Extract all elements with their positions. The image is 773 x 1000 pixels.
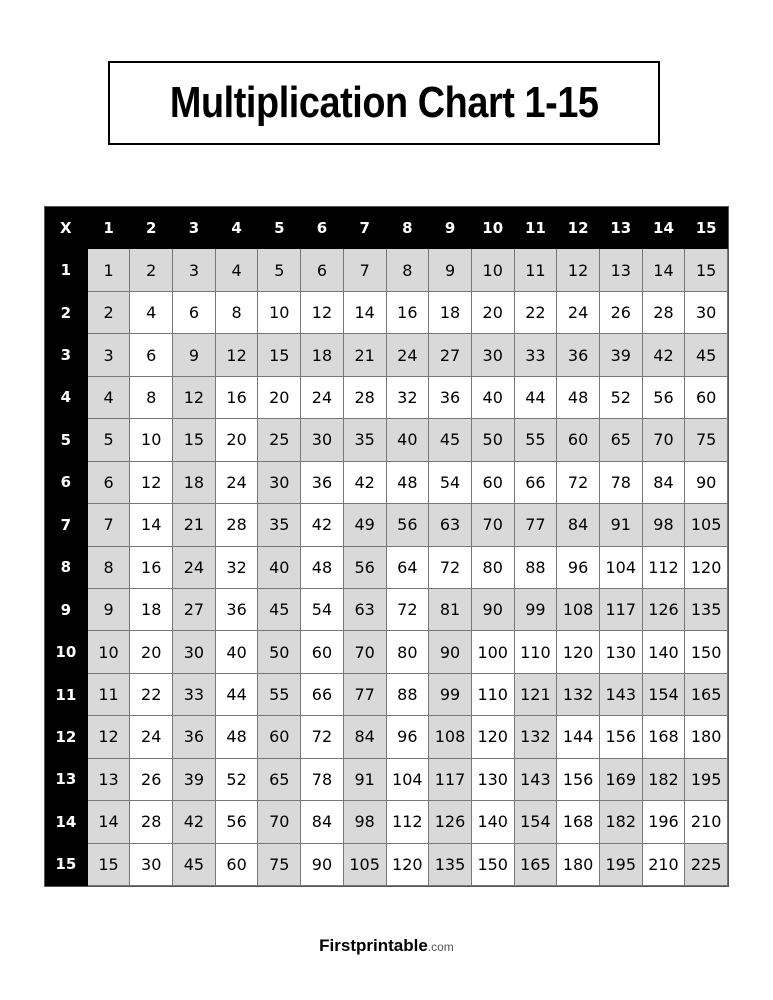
product-cell: 72 [387,589,430,631]
product-cell: 28 [344,377,387,419]
product-cell: 30 [472,334,515,376]
product-cell: 9 [173,334,216,376]
product-cell: 195 [685,759,728,801]
product-cell: 36 [557,334,600,376]
product-cell: 12 [88,716,131,758]
product-cell: 22 [515,292,558,334]
product-cell: 88 [387,674,430,716]
product-cell: 132 [557,674,600,716]
column-header: 10 [472,207,515,249]
product-cell: 88 [515,547,558,589]
product-cell: 130 [472,759,515,801]
product-cell: 90 [429,631,472,673]
product-cell: 99 [515,589,558,631]
product-cell: 154 [515,801,558,843]
product-cell: 65 [258,759,301,801]
product-cell: 42 [301,504,344,546]
product-cell: 132 [515,716,558,758]
product-cell: 24 [387,334,430,376]
product-cell: 8 [387,249,430,291]
product-cell: 48 [301,547,344,589]
row-header: 7 [45,504,88,546]
product-cell: 90 [301,844,344,886]
product-cell: 20 [216,419,259,461]
product-cell: 60 [301,631,344,673]
product-cell: 55 [515,419,558,461]
product-cell: 24 [301,377,344,419]
product-cell: 80 [387,631,430,673]
product-cell: 91 [600,504,643,546]
product-cell: 16 [216,377,259,419]
product-cell: 27 [429,334,472,376]
product-cell: 36 [301,462,344,504]
product-cell: 98 [344,801,387,843]
product-cell: 42 [643,334,686,376]
product-cell: 66 [301,674,344,716]
product-cell: 14 [643,249,686,291]
footer-domain: .com [427,940,454,954]
product-cell: 120 [472,716,515,758]
column-header: 5 [258,207,301,249]
product-cell: 5 [88,419,131,461]
product-cell: 22 [130,674,173,716]
row-header: 5 [45,419,88,461]
column-header: 6 [301,207,344,249]
product-cell: 44 [216,674,259,716]
product-cell: 10 [258,292,301,334]
row-header: 4 [45,377,88,419]
product-cell: 16 [387,292,430,334]
product-cell: 110 [515,631,558,673]
product-cell: 18 [429,292,472,334]
product-cell: 14 [88,801,131,843]
product-cell: 54 [301,589,344,631]
product-cell: 56 [387,504,430,546]
product-cell: 72 [557,462,600,504]
product-cell: 3 [88,334,131,376]
product-cell: 26 [130,759,173,801]
product-cell: 24 [216,462,259,504]
product-cell: 54 [429,462,472,504]
product-cell: 168 [557,801,600,843]
product-cell: 196 [643,801,686,843]
product-cell: 42 [344,462,387,504]
product-cell: 90 [472,589,515,631]
product-cell: 56 [643,377,686,419]
product-cell: 60 [472,462,515,504]
product-cell: 195 [600,844,643,886]
product-cell: 45 [685,334,728,376]
product-cell: 24 [557,292,600,334]
product-cell: 60 [557,419,600,461]
product-cell: 91 [344,759,387,801]
product-cell: 6 [301,249,344,291]
row-header: 9 [45,589,88,631]
footer-brand: Firstprintable [319,936,428,955]
product-cell: 108 [557,589,600,631]
product-cell: 33 [515,334,558,376]
product-cell: 16 [130,547,173,589]
product-cell: 104 [600,547,643,589]
product-cell: 84 [557,504,600,546]
product-cell: 15 [88,844,131,886]
product-cell: 30 [173,631,216,673]
product-cell: 120 [557,631,600,673]
column-header: 8 [387,207,430,249]
product-cell: 44 [515,377,558,419]
product-cell: 30 [130,844,173,886]
product-cell: 4 [130,292,173,334]
row-header: 1 [45,249,88,291]
product-cell: 30 [301,419,344,461]
product-cell: 24 [173,547,216,589]
product-cell: 50 [258,631,301,673]
product-cell: 70 [344,631,387,673]
product-cell: 80 [472,547,515,589]
product-cell: 169 [600,759,643,801]
product-cell: 96 [387,716,430,758]
product-cell: 6 [130,334,173,376]
product-cell: 126 [429,801,472,843]
product-cell: 110 [472,674,515,716]
product-cell: 130 [600,631,643,673]
product-cell: 63 [429,504,472,546]
product-cell: 50 [472,419,515,461]
product-cell: 182 [643,759,686,801]
product-cell: 11 [515,249,558,291]
product-cell: 35 [344,419,387,461]
product-cell: 135 [685,589,728,631]
product-cell: 121 [515,674,558,716]
product-cell: 36 [429,377,472,419]
product-cell: 4 [88,377,131,419]
product-cell: 78 [301,759,344,801]
product-cell: 40 [472,377,515,419]
product-cell: 20 [130,631,173,673]
product-cell: 2 [130,249,173,291]
product-cell: 117 [600,589,643,631]
product-cell: 18 [173,462,216,504]
product-cell: 156 [557,759,600,801]
product-cell: 9 [429,249,472,291]
product-cell: 77 [344,674,387,716]
page-title: Multiplication Chart 1-15 [169,78,599,127]
column-header: 7 [344,207,387,249]
product-cell: 72 [301,716,344,758]
product-cell: 210 [685,801,728,843]
title-box [108,61,660,145]
product-cell: 39 [173,759,216,801]
product-cell: 84 [301,801,344,843]
product-cell: 20 [258,377,301,419]
product-cell: 144 [557,716,600,758]
product-cell: 6 [173,292,216,334]
product-cell: 20 [472,292,515,334]
column-header: 3 [173,207,216,249]
product-cell: 11 [88,674,131,716]
product-cell: 13 [88,759,131,801]
product-cell: 48 [557,377,600,419]
product-cell: 24 [130,716,173,758]
product-cell: 99 [429,674,472,716]
product-cell: 7 [344,249,387,291]
product-cell: 60 [685,377,728,419]
product-cell: 112 [387,801,430,843]
product-cell: 154 [643,674,686,716]
product-cell: 48 [387,462,430,504]
product-cell: 56 [344,547,387,589]
row-header: 13 [45,759,88,801]
product-cell: 96 [557,547,600,589]
product-cell: 12 [557,249,600,291]
product-cell: 10 [130,419,173,461]
product-cell: 72 [429,547,472,589]
product-cell: 105 [344,844,387,886]
column-header: 15 [685,207,728,249]
product-cell: 84 [643,462,686,504]
product-cell: 77 [515,504,558,546]
product-cell: 56 [216,801,259,843]
product-cell: 120 [685,547,728,589]
product-cell: 180 [685,716,728,758]
product-cell: 25 [258,419,301,461]
row-header: 10 [45,631,88,673]
product-cell: 45 [258,589,301,631]
product-cell: 140 [472,801,515,843]
product-cell: 28 [643,292,686,334]
product-cell: 64 [387,547,430,589]
product-cell: 30 [258,462,301,504]
product-cell: 84 [344,716,387,758]
product-cell: 112 [643,547,686,589]
column-header: 14 [643,207,686,249]
product-cell: 4 [216,249,259,291]
row-header: 6 [45,462,88,504]
product-cell: 15 [173,419,216,461]
product-cell: 3 [173,249,216,291]
product-cell: 168 [643,716,686,758]
product-cell: 30 [685,292,728,334]
multiplication-grid [44,206,729,887]
product-cell: 52 [600,377,643,419]
product-cell: 63 [344,589,387,631]
product-cell: 52 [216,759,259,801]
product-cell: 165 [515,844,558,886]
product-cell: 27 [173,589,216,631]
product-cell: 14 [344,292,387,334]
product-cell: 12 [130,462,173,504]
product-cell: 90 [685,462,728,504]
product-cell: 81 [429,589,472,631]
column-header: 12 [557,207,600,249]
row-header: 14 [45,801,88,843]
product-cell: 156 [600,716,643,758]
product-cell: 13 [600,249,643,291]
product-cell: 32 [216,547,259,589]
product-cell: 21 [173,504,216,546]
product-cell: 8 [216,292,259,334]
product-cell: 60 [258,716,301,758]
product-cell: 143 [600,674,643,716]
product-cell: 135 [429,844,472,886]
product-cell: 100 [472,631,515,673]
product-cell: 55 [258,674,301,716]
product-cell: 182 [600,801,643,843]
product-cell: 45 [429,419,472,461]
product-cell: 26 [600,292,643,334]
row-header: 2 [45,292,88,334]
column-header: 1 [88,207,131,249]
product-cell: 70 [258,801,301,843]
product-cell: 12 [301,292,344,334]
product-cell: 28 [130,801,173,843]
product-cell: 21 [344,334,387,376]
product-cell: 9 [88,589,131,631]
product-cell: 45 [173,844,216,886]
product-cell: 40 [258,547,301,589]
product-cell: 15 [685,249,728,291]
column-header: 4 [216,207,259,249]
corner-label: X [45,207,88,249]
product-cell: 140 [643,631,686,673]
product-cell: 150 [472,844,515,886]
product-cell: 14 [130,504,173,546]
product-cell: 165 [685,674,728,716]
product-cell: 104 [387,759,430,801]
row-header: 12 [45,716,88,758]
product-cell: 210 [643,844,686,886]
product-cell: 18 [301,334,344,376]
product-cell: 10 [472,249,515,291]
product-cell: 36 [173,716,216,758]
row-header: 3 [45,334,88,376]
product-cell: 7 [88,504,131,546]
product-cell: 225 [685,844,728,886]
product-cell: 8 [130,377,173,419]
product-cell: 143 [515,759,558,801]
product-cell: 10 [88,631,131,673]
product-cell: 32 [387,377,430,419]
product-cell: 8 [88,547,131,589]
product-cell: 48 [216,716,259,758]
product-cell: 40 [216,631,259,673]
product-cell: 28 [216,504,259,546]
row-header: 11 [45,674,88,716]
product-cell: 70 [472,504,515,546]
product-cell: 120 [387,844,430,886]
product-cell: 65 [600,419,643,461]
column-header: 2 [130,207,173,249]
product-cell: 117 [429,759,472,801]
product-cell: 70 [643,419,686,461]
product-cell: 18 [130,589,173,631]
product-cell: 66 [515,462,558,504]
product-cell: 40 [387,419,430,461]
product-cell: 12 [173,377,216,419]
product-cell: 36 [216,589,259,631]
product-cell: 60 [216,844,259,886]
product-cell: 12 [216,334,259,376]
product-cell: 78 [600,462,643,504]
product-cell: 15 [258,334,301,376]
product-cell: 150 [685,631,728,673]
product-cell: 49 [344,504,387,546]
product-cell: 126 [643,589,686,631]
product-cell: 180 [557,844,600,886]
product-cell: 105 [685,504,728,546]
product-cell: 98 [643,504,686,546]
footer [0,936,773,956]
product-cell: 33 [173,674,216,716]
product-cell: 39 [600,334,643,376]
product-cell: 1 [88,249,131,291]
product-cell: 75 [258,844,301,886]
product-cell: 2 [88,292,131,334]
column-header: 11 [515,207,558,249]
product-cell: 35 [258,504,301,546]
product-cell: 108 [429,716,472,758]
product-cell: 5 [258,249,301,291]
product-cell: 75 [685,419,728,461]
column-header: 13 [600,207,643,249]
product-cell: 42 [173,801,216,843]
row-header: 15 [45,844,88,886]
column-header: 9 [429,207,472,249]
product-cell: 6 [88,462,131,504]
row-header: 8 [45,547,88,589]
